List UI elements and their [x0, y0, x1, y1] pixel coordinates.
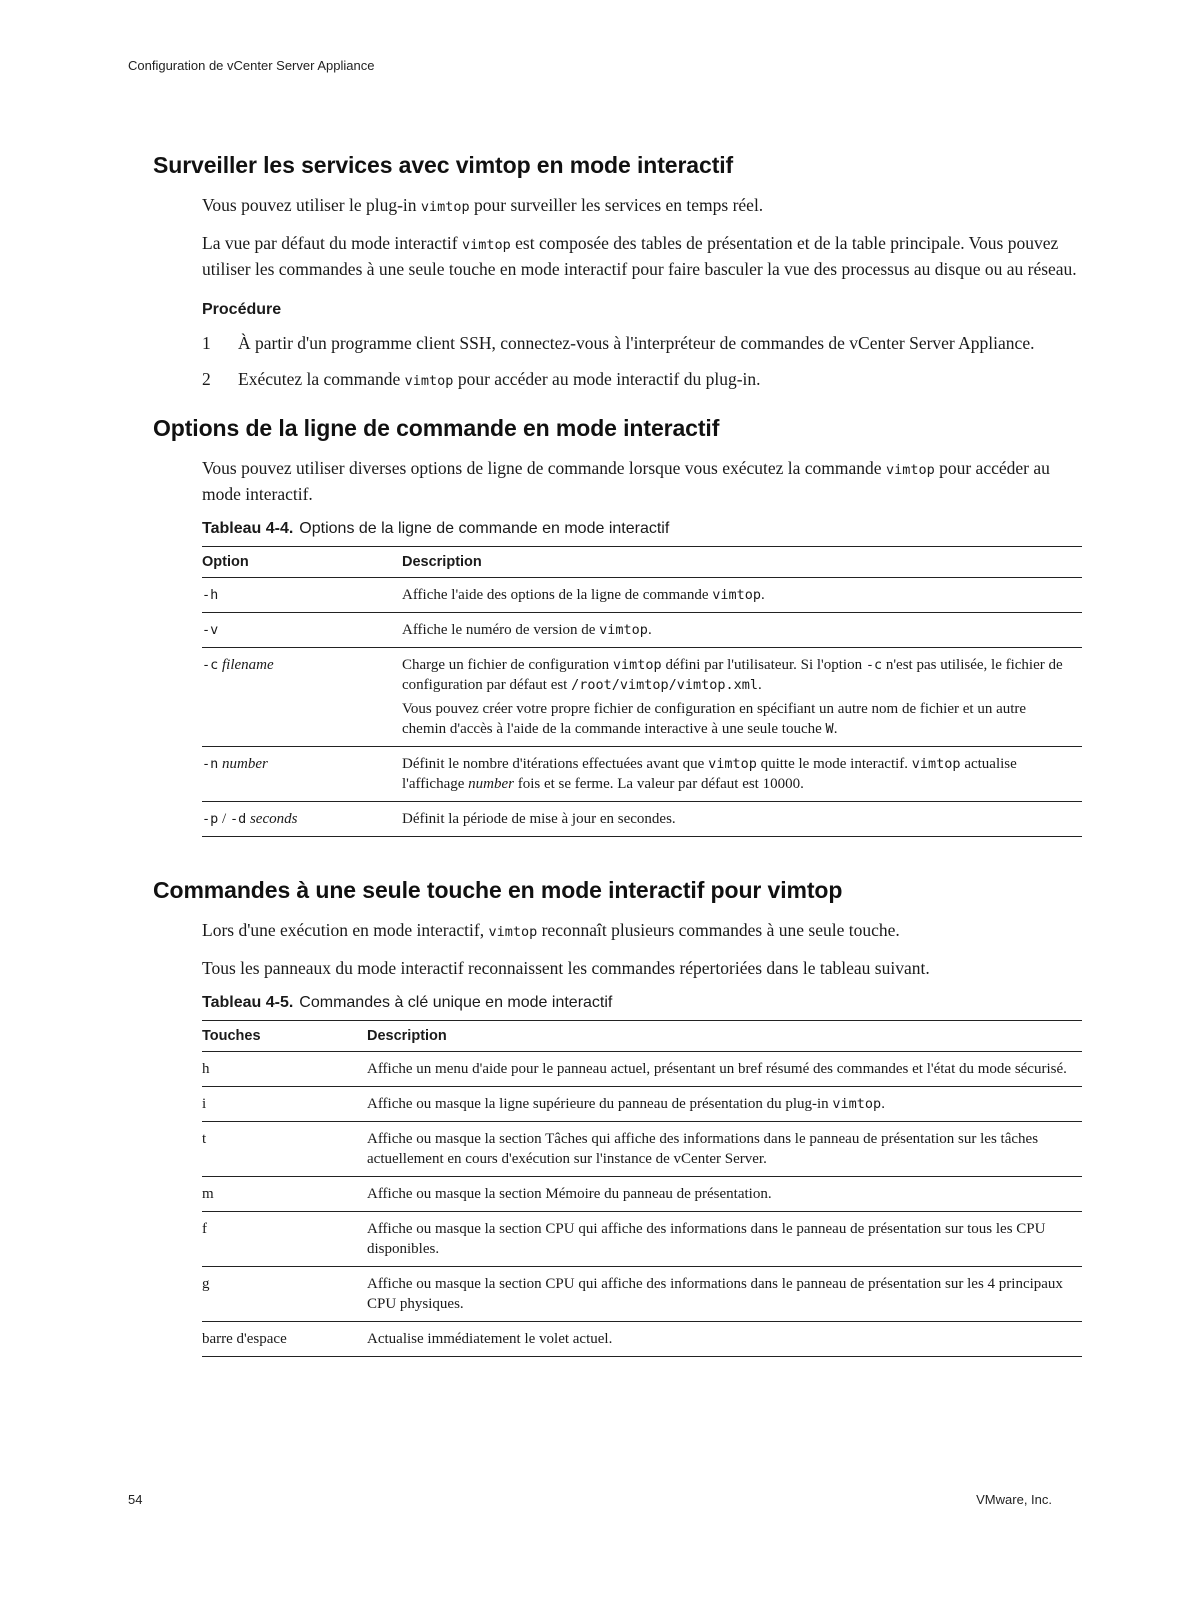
inline-code: vimtop — [488, 924, 538, 940]
table-caption — [202, 520, 1083, 538]
inline-code: -c — [865, 657, 883, 673]
step-text: À partir d'un programme client SSH, connectez-vous à l'interpréteur de commandes de vCenter Server Appliance. — [238, 333, 1035, 353]
description-cell: Affiche ou masque la section CPU qui affiche des informations dans le panneau de présentation sur les 4 principaux CPU physiques. — [367, 1267, 1082, 1322]
description-cell — [402, 613, 1082, 648]
table-row — [202, 578, 1082, 613]
table-row — [202, 1122, 1082, 1177]
text: actualise l'affichage — [402, 756, 1017, 792]
key-cell: t — [202, 1122, 367, 1177]
key-cell: g — [202, 1267, 367, 1322]
section-monitor-services — [153, 152, 1083, 393]
key-cell: i — [202, 1087, 367, 1122]
paragraph — [202, 456, 1083, 506]
text: quitte le mode interactif. — [756, 756, 912, 772]
inline-code: vimtop — [599, 622, 648, 638]
text: pour accéder au mode interactif du plug-in. — [453, 369, 761, 389]
text: n'est pas utilisée, le fichier de configuration par défaut est — [402, 657, 1063, 693]
paragraph — [202, 231, 1083, 281]
key-cell: barre d'espace — [202, 1322, 367, 1357]
text: fois et se ferme. La valeur par défaut est 10000. — [513, 776, 804, 792]
option-argument: filename — [222, 657, 274, 673]
footer-company: VMware, Inc. — [976, 1492, 1052, 1507]
inline-code: vimtop — [911, 756, 961, 772]
description-cell: Actualise immédiatement le volet actuel. — [367, 1322, 1082, 1357]
table-header-row — [202, 1021, 1082, 1052]
text: Vous pouvez créer votre propre fichier de configuration en spécifiant un autre nom de fichier et un autre chemin d'accès à l'aide de la commande interactive à une seule touche — [402, 701, 1027, 737]
table-row — [202, 613, 1082, 648]
key-cell: h — [202, 1052, 367, 1087]
inline-code: vimtop — [885, 462, 935, 478]
text: . — [758, 677, 762, 693]
description-cell: Affiche un menu d'aide pour le panneau actuel, présentant un bref résumé des commandes et l'état du mode sécurisé. — [367, 1052, 1082, 1087]
step-number: 2 — [202, 369, 211, 389]
table-row — [202, 1052, 1082, 1087]
table-label: Tableau 4-5. — [202, 994, 294, 1011]
table-row — [202, 1087, 1082, 1122]
inline-code: /root/vimtop/vimtop.xml — [571, 677, 759, 693]
option-flag: -p — [202, 811, 219, 827]
section-single-key-commands — [153, 877, 1083, 1357]
options-table — [202, 546, 1082, 837]
option-flag: -v — [202, 622, 219, 638]
key-cell: m — [202, 1177, 367, 1212]
option-cell — [202, 613, 402, 648]
paragraph — [202, 918, 1083, 944]
step-text — [238, 367, 761, 393]
paragraph: Tous les panneaux du mode interactif reconnaissent les commandes répertoriées dans le tableau suivant. — [202, 958, 930, 978]
text: Affiche le numéro de version de — [402, 622, 600, 638]
section-cli-options — [153, 415, 1083, 837]
description-cell: Affiche ou masque la section Mémoire du panneau de présentation. — [367, 1177, 1082, 1212]
text: Exécutez la commande — [238, 369, 405, 389]
option-argument: seconds — [249, 811, 298, 827]
option-flag: -h — [202, 587, 219, 603]
option-cell — [202, 747, 402, 802]
step-item — [202, 331, 1083, 355]
inline-code: vimtop — [461, 237, 511, 253]
description-cell — [402, 747, 1082, 802]
inline-code: vimtop — [420, 199, 470, 215]
inline-code: vimtop — [708, 756, 757, 772]
procedure-steps — [202, 331, 1083, 393]
text: . — [881, 1096, 885, 1112]
running-header: Configuration de vCenter Server Appliance — [128, 58, 375, 73]
text: Vous pouvez utiliser le plug-in — [202, 195, 421, 215]
step-item — [202, 367, 1083, 393]
table-label: Tableau 4-4. — [202, 520, 294, 537]
text: Charge un fichier de configuration — [402, 657, 613, 673]
description-cell — [402, 578, 1082, 613]
separator: / — [218, 811, 230, 827]
table-row — [202, 1267, 1082, 1322]
table-row — [202, 1322, 1082, 1357]
single-key-table — [202, 1020, 1082, 1357]
option-flag: -d — [229, 811, 247, 827]
table-row — [202, 648, 1082, 747]
description-line — [402, 699, 1072, 739]
table-row — [202, 1212, 1082, 1267]
text: défini par l'utilisateur. Si l'option — [661, 657, 866, 673]
description-cell — [367, 1087, 1082, 1122]
inline-code: vimtop — [832, 1096, 882, 1112]
procedure-heading: Procédure — [202, 301, 282, 318]
text: . — [647, 622, 652, 638]
table-caption-text: Commandes à clé unique en mode interactif — [299, 994, 613, 1011]
text: La vue par défaut du mode interactif — [202, 233, 462, 253]
inline-code: vimtop — [712, 587, 762, 603]
table-caption-text: Options de la ligne de commande en mode interactif — [299, 520, 670, 537]
description-cell: Affiche ou masque la section Tâches qui affiche des informations dans le panneau de présentation sur les tâches actuellement en cours d'exécution sur l'instance de vCenter Server. — [367, 1122, 1082, 1177]
column-header-description: Description — [367, 1021, 1082, 1052]
option-flag: -n — [202, 756, 219, 772]
text: Vous pouvez utiliser diverses options de ligne de commande lorsque vous exécutez la commande — [202, 458, 886, 478]
text: pour accéder au mode interactif. — [202, 458, 1050, 504]
key-cell: f — [202, 1212, 367, 1267]
table-row — [202, 747, 1082, 802]
column-header-option: Option — [202, 547, 402, 578]
text: Lors d'une exécution en mode interactif, — [202, 920, 489, 940]
column-header-keys: Touches — [202, 1021, 367, 1052]
description-cell — [402, 648, 1082, 747]
table-caption — [202, 994, 1083, 1012]
paragraph — [202, 193, 1083, 219]
inline-code: W — [825, 721, 834, 737]
description-cell: Définit la période de mise à jour en secondes. — [402, 802, 1082, 837]
table-header-row — [202, 547, 1082, 578]
text: . — [833, 721, 838, 737]
column-header-description: Description — [402, 547, 1082, 578]
option-cell — [202, 802, 402, 837]
text: est composée des tables de présentation et de la table principale. Vous pouvez utiliser les commandes à une seule touche en mode interactif pour faire basculer la vue des processus au disque ou au réseau. — [202, 233, 1077, 279]
description-cell: Affiche ou masque la section CPU qui affiche des informations dans le panneau de présentation sur tous les CPU disponibles. — [367, 1212, 1082, 1267]
text: Affiche ou masque la ligne supérieure du panneau de présentation du plug-in — [367, 1096, 833, 1112]
text: reconnaît plusieurs commandes à une seule touche. — [537, 920, 900, 940]
step-number: 1 — [202, 333, 211, 353]
option-cell — [202, 648, 402, 747]
option-cell — [202, 578, 402, 613]
text: pour surveiller les services en temps réel. — [469, 195, 764, 215]
emphasis: number — [468, 776, 514, 792]
section-title: Options de la ligne de commande en mode interactif — [153, 415, 720, 441]
inline-code: vimtop — [612, 657, 662, 673]
description-line — [402, 655, 1072, 695]
text: Définit le nombre d'itérations effectuées avant que — [402, 756, 709, 772]
page-number: 54 — [128, 1492, 143, 1507]
option-argument: number — [222, 756, 268, 772]
table-row — [202, 1177, 1082, 1212]
inline-code: vimtop — [404, 373, 454, 389]
section-title: Commandes à une seule touche en mode interactif pour vimtop — [153, 877, 843, 903]
page-content — [153, 152, 1083, 1357]
text: Affiche l'aide des options de la ligne de commande — [402, 587, 713, 603]
option-flag: -c — [202, 657, 219, 673]
text: . — [761, 587, 765, 603]
section-title: Surveiller les services avec vimtop en mode interactif — [153, 152, 734, 178]
table-row — [202, 802, 1082, 837]
